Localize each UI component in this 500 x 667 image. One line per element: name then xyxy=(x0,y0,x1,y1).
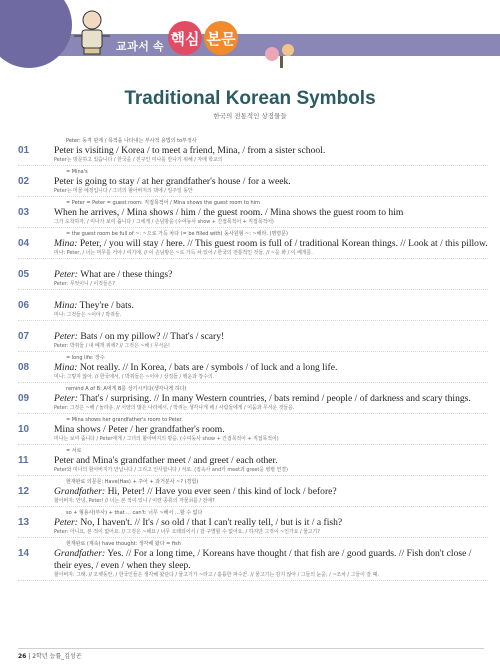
passage-entry xyxy=(18,200,488,228)
header xyxy=(0,0,500,82)
page-title: Traditional Korean Symbols xyxy=(124,88,376,109)
grammar-note xyxy=(18,262,488,269)
sentence-line xyxy=(18,548,488,572)
english-sentence: Peter: No, I haven't. // It's / so old / that I can't really tell, / but is it / a fish? xyxy=(54,517,343,528)
passage-entry xyxy=(18,541,488,581)
grammar-note xyxy=(18,324,488,331)
tree-illustration-icon xyxy=(262,40,302,70)
page-number: 26 xyxy=(18,653,27,660)
passage-entry xyxy=(18,324,488,352)
sentence-number: 14 xyxy=(18,548,30,559)
korean-translation: Peter와 미나의 할아버지가 만납니다 / 그리고 인사합니다 / 서로. (접속사 and가 meet과 greet을 병렬 연결) xyxy=(18,467,488,476)
passage-entry xyxy=(18,169,488,197)
sentence-line xyxy=(18,331,488,343)
english-sentence: Peter: Bats / on my pillow? // That's / scary! xyxy=(54,331,225,342)
sentence-line xyxy=(18,145,488,157)
sentence-line xyxy=(18,455,488,467)
sentence-line xyxy=(18,393,488,405)
sentence-line xyxy=(18,176,488,188)
korean-translation: Peter: 아니요, 본 적이 없어요. // 그것은 ~해요 / 너무 오래되어서 / 잘 구별할 수 없어요, / 하지만 그것이 ~인가요 / 물고기? xyxy=(18,529,488,538)
sentence-line xyxy=(18,486,488,498)
grammar-note: remind A of B: A에게 B를 상기시키다(생각나게 하다) xyxy=(66,386,187,392)
sentence-number: 11 xyxy=(18,455,29,466)
grammar-note: 현재완료 (계속) have thought: 생각해 왔다 = fish xyxy=(66,541,181,547)
korean-translation: 미나: Peter, / 너는 머무를 거야 / 여기에. // 이 손님방은 ~로 가득 차 있어 / 한국의 전통적인 것들. // ~을 봐 / 이 베개를. xyxy=(18,250,488,259)
sentence-line xyxy=(18,300,488,312)
sentence-number: 02 xyxy=(18,176,30,187)
sentence-line xyxy=(18,424,488,436)
sentence-number: 13 xyxy=(18,517,30,528)
sentence-line xyxy=(18,269,488,281)
grammar-note: = the guest room be full of ~: ~으로 가득 차다 (= be filled with) 동사원형 ~: ~해라. (명령문) xyxy=(66,231,288,237)
sentence-number: 07 xyxy=(18,331,30,342)
korean-translation: 그가 도착하자, / 미나가 보여 줍니다 / 그에게 / 손님방을 (수여동사 show + 간접목적어 + 직접목적어) xyxy=(18,219,488,228)
korean-translation: 할아버지: 안녕, Peter! // 너는 본 적이 있니 / 이런 종류의 자물쇠를 / 전에? xyxy=(18,498,488,507)
passage-entry xyxy=(18,355,488,383)
sentence-number: 05 xyxy=(18,269,30,280)
english-sentence: Grandfather: Yes. // For a long time, / Koreans have thought / that fish are / good guards. // Fish don't close / their eyes, / even / when they sleep. xyxy=(54,548,472,571)
passage-entry xyxy=(18,479,488,507)
grammar-note: so + 형용사(부사) + that ... can't: 너무 ~해서 …할 수 없다 xyxy=(66,510,203,516)
passage-entry xyxy=(18,448,488,476)
grammar-note: = Mina's xyxy=(66,169,88,175)
sentence-number: 04 xyxy=(18,238,30,249)
sentence-number: 12 xyxy=(18,486,30,497)
korean-translation: Peter: 박쥐들 / 내 베개 위에? // 그것은 ~해 / 무서운! xyxy=(18,343,488,352)
korean-translation: Peter: 무엇이니 / 이것들은? xyxy=(18,281,488,290)
passage-list xyxy=(18,138,488,584)
sentence-line xyxy=(18,362,488,374)
english-sentence: Peter is visiting / Korea / to meet a friend, Mina, / from a sister school. xyxy=(54,145,326,156)
sentence-number: 03 xyxy=(18,207,30,218)
passage-entry xyxy=(18,293,488,321)
korean-translation: 미나는 보여 줍니다 / Peter에게 / 그녀의 할아버지의 방을. (수여동사 show + 간접목적어 + 직접목적어) xyxy=(18,436,488,445)
passage-entry xyxy=(18,510,488,538)
sentence-line xyxy=(18,517,488,529)
sentence-number: 10 xyxy=(18,424,30,435)
english-sentence: Peter is going to stay / at her grandfather's house / for a week. xyxy=(54,176,291,187)
korean-translation: 할아버지: 그래. // 오랫동안, / 한국인들은 생각해 왔단다 / 물고기가 ~라고 / 훌륭한 파수꾼. // 물고기는 감지 않아 / 그들의 눈을, / ~조차 / 그들이 잘 때. xyxy=(18,572,488,581)
sentence-line xyxy=(18,238,488,250)
footer: 26 | 2학년 능률_김성곤 xyxy=(18,653,82,660)
english-sentence: Mina: Peter, / you will stay / here. // This guest room is full of / traditional Korean things. // Look at / this pillow. xyxy=(54,238,488,249)
footer-divider xyxy=(18,648,484,649)
sentence-line xyxy=(18,207,488,219)
korean-translation: Peter는 머물 예정입니다 / 그녀의 할아버지의 댁에 / 일주일 동안 xyxy=(18,188,488,197)
passage-entry xyxy=(18,262,488,290)
header-circle xyxy=(0,0,72,68)
korean-translation: 미나: 그렇지 않아. // 한국에서, / 박쥐들은 ~이야 / 상징들 / 행운과 장수의. xyxy=(18,374,488,383)
sentence-number: 01 xyxy=(18,145,30,156)
passage-entry xyxy=(18,138,488,166)
english-sentence: Peter: That's / surprising. // In many Western countries, / bats remind / people / of darkness and scary things. xyxy=(54,393,471,404)
grammar-note: 현재완료 의문문: Have(Has) + 주어 + 과거분사 ~? (경험) xyxy=(66,479,199,485)
passage-entry xyxy=(18,417,488,445)
grammar-note: = Peter = Peter = guest room: 직접목적어 / Mina shows the guest room to him xyxy=(66,200,260,206)
korean-translation: 미나: 그것들은 ~이야 / 박쥐들. xyxy=(18,312,488,321)
grammar-note: = long life: 장수 xyxy=(66,355,105,361)
sentence-number: 08 xyxy=(18,362,30,373)
passage-entry xyxy=(18,231,488,259)
character-illustration-icon xyxy=(70,6,114,56)
english-sentence: When he arrives, / Mina shows / him / the guest room. / Mina shows the guest room to him xyxy=(54,207,404,218)
grammar-note xyxy=(18,293,488,300)
english-sentence: Peter and Mina's grandfather meet / and greet / each other. xyxy=(54,455,278,466)
section-label: 교과서 속 xyxy=(116,41,165,53)
page-subtitle: 한국의 전통적인 상징물들 xyxy=(213,112,287,120)
badge-core: 핵심 xyxy=(168,21,202,55)
sentence-number: 09 xyxy=(18,393,30,404)
english-sentence: Mina: Not really. // In Korea, / bats are / symbols / of luck and a long life. xyxy=(54,362,338,373)
badge-text: 본문 xyxy=(204,21,238,55)
grammar-note: = Mina shows her grandfather's room to Peter. xyxy=(66,417,183,423)
korean-translation: Peter: 그것은 ~해 / 놀라운. // 서양의 많은 나라에서, / 박쥐는 생각나게 해 / 사람들에게 / 어둠과 무서운 것들을. xyxy=(18,405,488,414)
korean-translation: Peter는 방문하고 있습니다 / 한국을 / 친구인 미나를 만나기 위해 / 자매 학교의 xyxy=(18,157,488,166)
english-sentence: Mina shows / Peter / her grandfather's room. xyxy=(54,424,225,435)
english-sentence: Mina: They're / bats. xyxy=(54,300,134,311)
english-sentence: Peter: What are / these things? xyxy=(54,269,173,280)
sentence-number: 06 xyxy=(18,300,30,311)
english-sentence: Grandfather: Hi, Peter! // Have you ever seen / this kind of lock / before? xyxy=(54,486,337,497)
grammar-note: Peter: 동격 관계 / 목적을 나타내는 부사적 용법의 to부정사 xyxy=(66,138,197,144)
passage-entry xyxy=(18,386,488,414)
book-name: 2학년 능률_김성곤 xyxy=(32,653,82,660)
grammar-note: = 서로 xyxy=(66,448,82,454)
